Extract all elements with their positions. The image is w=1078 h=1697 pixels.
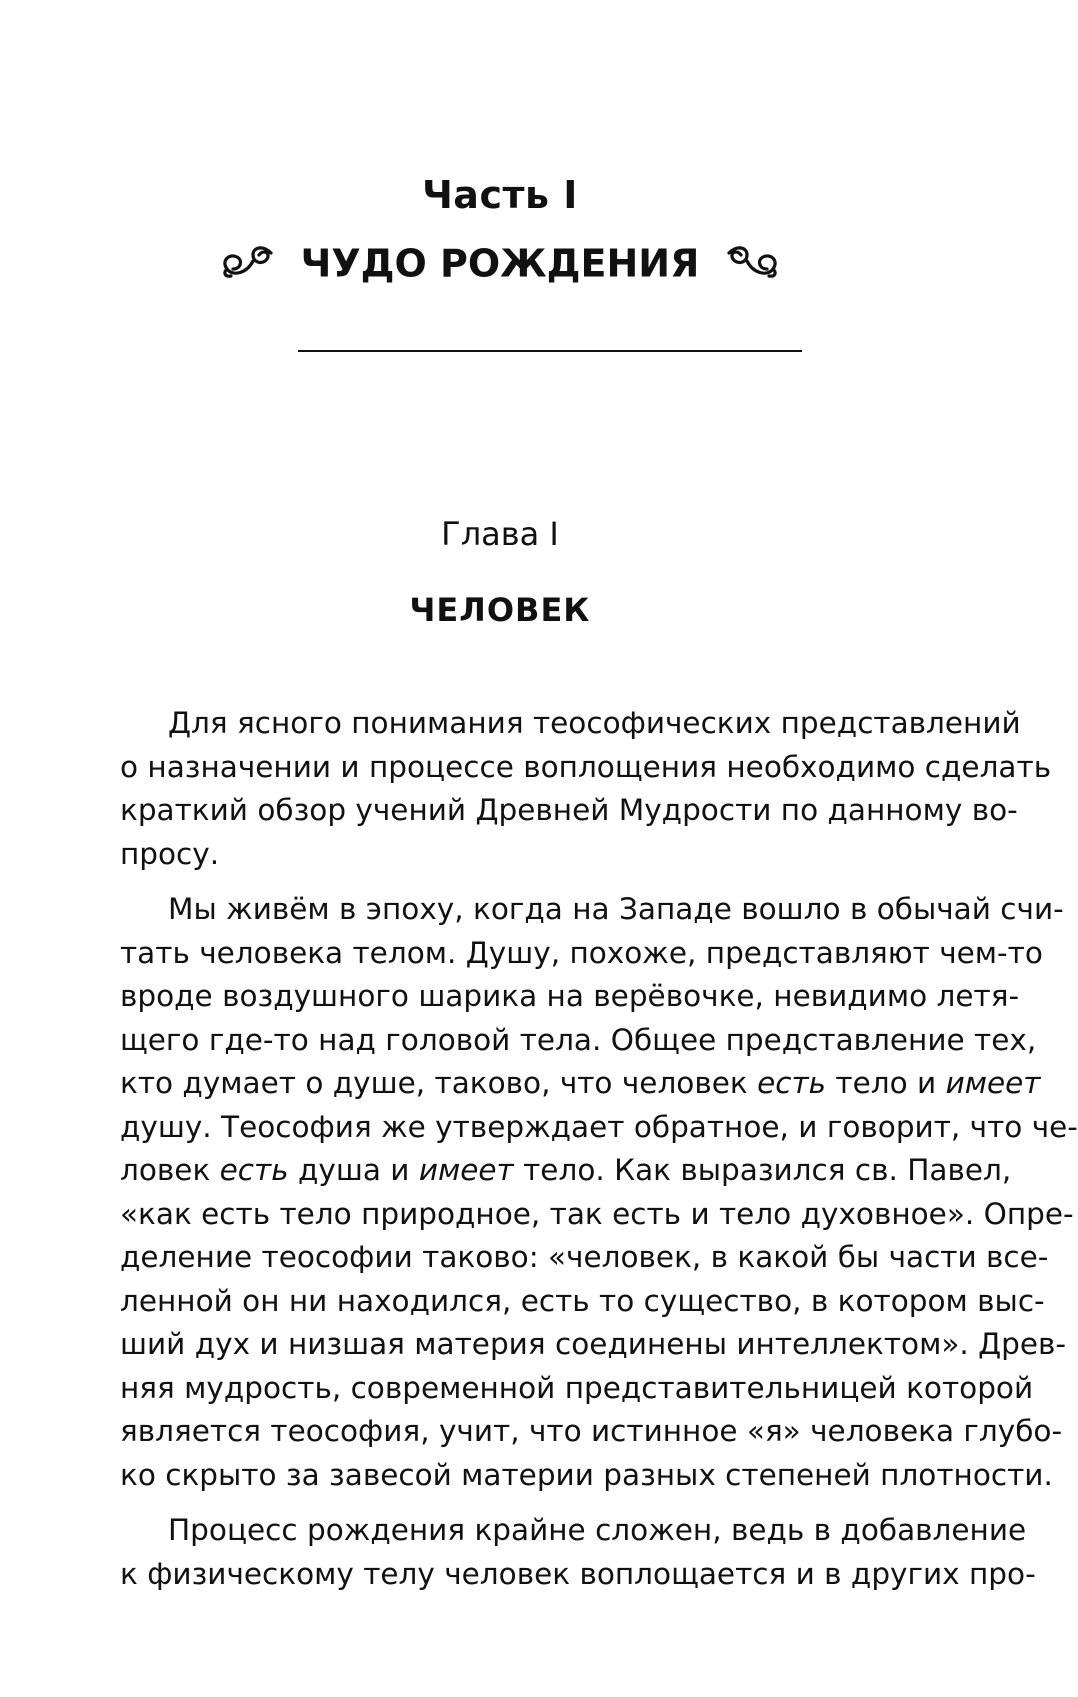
text-line: щего где-то над головой тела. Общее представление тех, [120,1022,1037,1057]
text-segment: тело и [826,1066,946,1100]
text-line [120,1062,1041,1106]
text-line: Для ясного понимания теософических представлений [168,706,1021,740]
emphasis-text: имеет [945,1066,1041,1100]
text-segment: ловек [120,1153,220,1187]
text-line: Мы живём в эпоху, когда на Западе вошло в обычай счи- [168,892,1064,926]
emphasis-text: имеет [418,1153,514,1187]
part-title: ЧУДО РОЖДЕНИЯ [300,241,700,286]
text-line: краткий обзор учений Древней Мудрости по данному во- [120,793,1018,827]
flourish-right-icon [725,243,781,279]
part-label: Часть I [422,173,578,217]
part-title-row [0,236,1000,289]
text-segment: кто думает о душе, таково, что человек [120,1066,758,1100]
text-line: вроде воздушного шарика на верёвочке, невидимо летя- [120,979,1020,1013]
text-segment: душа и [288,1153,419,1187]
emphasis-text: есть [757,1066,827,1100]
text-line: душу. Теософия же утверждает обратное, и говорит, что че- [120,1109,1078,1144]
text-line: деление теософии таково: «человек, в какой бы части все- [120,1240,1049,1274]
chapter-title: ЧЕЛОВЕК [409,591,591,629]
section-divider [298,350,802,352]
text-line: няя мудрость, современной представительницей которой [120,1370,1034,1405]
text-line: Процесс рождения крайне сложен, ведь в добавление [168,1513,1027,1547]
text-line: тать человека телом. Душу, похоже, представляют чем-то [120,935,1043,970]
text-line [120,1149,1012,1193]
text-segment: тело. Как выразился св. Павел, [513,1153,1012,1187]
text-line: к физическому телу человек воплощается и в других про- [120,1556,1036,1591]
text-line: «как есть тело природное, так есть и тело духовное». Опре- [120,1196,1074,1231]
flourish-left-icon [219,243,275,279]
text-line: ко скрыто за завесой материи разных степеней плотности. [120,1457,1053,1492]
text-line: просу. [120,836,220,871]
text-line: ленной он ни находился, есть то существо, в котором выс- [120,1283,1045,1318]
text-line: о назначении и процессе воплощения необходимо сделать [120,749,1052,784]
text-line: является теософия, учит, что истинное «я» человека глубо- [120,1414,1063,1448]
body-text [120,702,1078,1596]
text-line: ший дух и низшая материя соединены интеллектом». Древ- [120,1327,1067,1361]
emphasis-text: есть [219,1153,289,1187]
chapter-label: Глава I [441,515,559,553]
